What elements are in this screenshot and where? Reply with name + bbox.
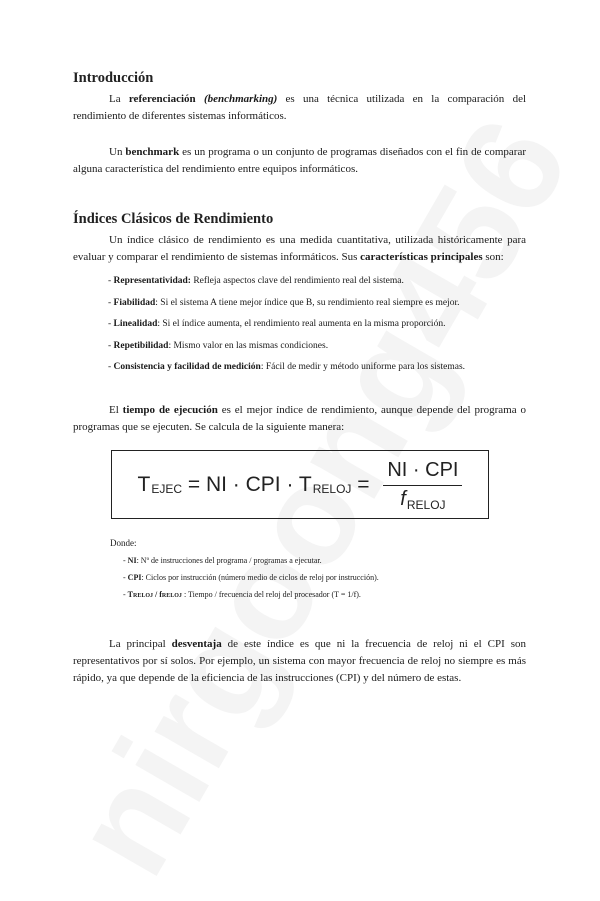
list-item: - Representatividad: Refleja aspectos clave del rendimiento real del sistema. xyxy=(108,276,404,286)
list-item: - CPI: Ciclos por instrucción (número medio de ciclos de reloj por instrucción). xyxy=(123,573,379,582)
formula-box xyxy=(111,450,489,519)
donde-label: Donde: xyxy=(110,538,137,548)
list-item: - Fiabilidad: Si el sistema A tiene mejor índice que B, su rendimiento real siempre es mejor. xyxy=(108,297,460,308)
intro-paragraph-2: Un benchmark es un programa o un conjunto de programas diseñados con el fin de comparar alguna característica del rendimiento entre equipos informáticos. xyxy=(73,146,526,175)
list-item: - Linealidad: Si el índice aumenta, el rendimiento real aumenta en la misma proporción. xyxy=(108,319,446,329)
execution-time-formula: T EJEC = NI · CPI · T RELOJ = $\frac{\text{NI · CPI}}{f_{RELOJ}}$ xyxy=(138,459,463,511)
list-item: - Repetibilidad: Mismo valor en las mismas condiciones. xyxy=(108,340,329,351)
intro-paragraph-1: La referenciación (benchmarking) es una técnica utilizada en la comparación del rendimiento de diferentes sistemas informáticos. xyxy=(73,93,527,122)
variables-legend xyxy=(123,555,526,602)
indices-paragraph-1: Un índice clásico de rendimiento es una medida cuantitativa, utilizada históricamente para evaluar y comparar el rendimiento de sistemas informáticos. Sus características principales son: xyxy=(73,234,526,263)
section-title-indices: Índices Clásicos de Rendimiento xyxy=(73,211,274,227)
document-content xyxy=(73,70,526,687)
list-item: - NI: Nº de instrucciones del programa / programas a ejecutar. xyxy=(123,556,322,565)
features-list xyxy=(108,275,526,374)
section-title-introduccion: Introducción xyxy=(73,70,154,86)
list-item: - TRELOJ / fRELOJ : Tiempo / frecuencia del reloj del procesador (T = 1/f). xyxy=(123,590,361,599)
indices-paragraph-2: El tiempo de ejecución es el mejor índice de rendimiento, aunque depende del programa o programas que se ejecuten. Se calcula de la siguiente manera: xyxy=(73,404,527,433)
list-item: - Consistencia y facilidad de medición: Fácil de medir y método uniforme para los sistemas. xyxy=(108,362,466,372)
closing-paragraph: La principal desventaja de este índice es que ni la frecuencia de reloj ni el CPI son representativos por sí solos. Por ejemplo, un sistema con mayor frecuencia de reloj no siempre es más rápido, ya que depende de la eficiencia de las instrucciones (CPI) y del número de estas. xyxy=(73,638,526,684)
formula-fraction: $\frac{\text{NI · CPI}}{f_{RELOJ}}$ xyxy=(383,459,462,511)
